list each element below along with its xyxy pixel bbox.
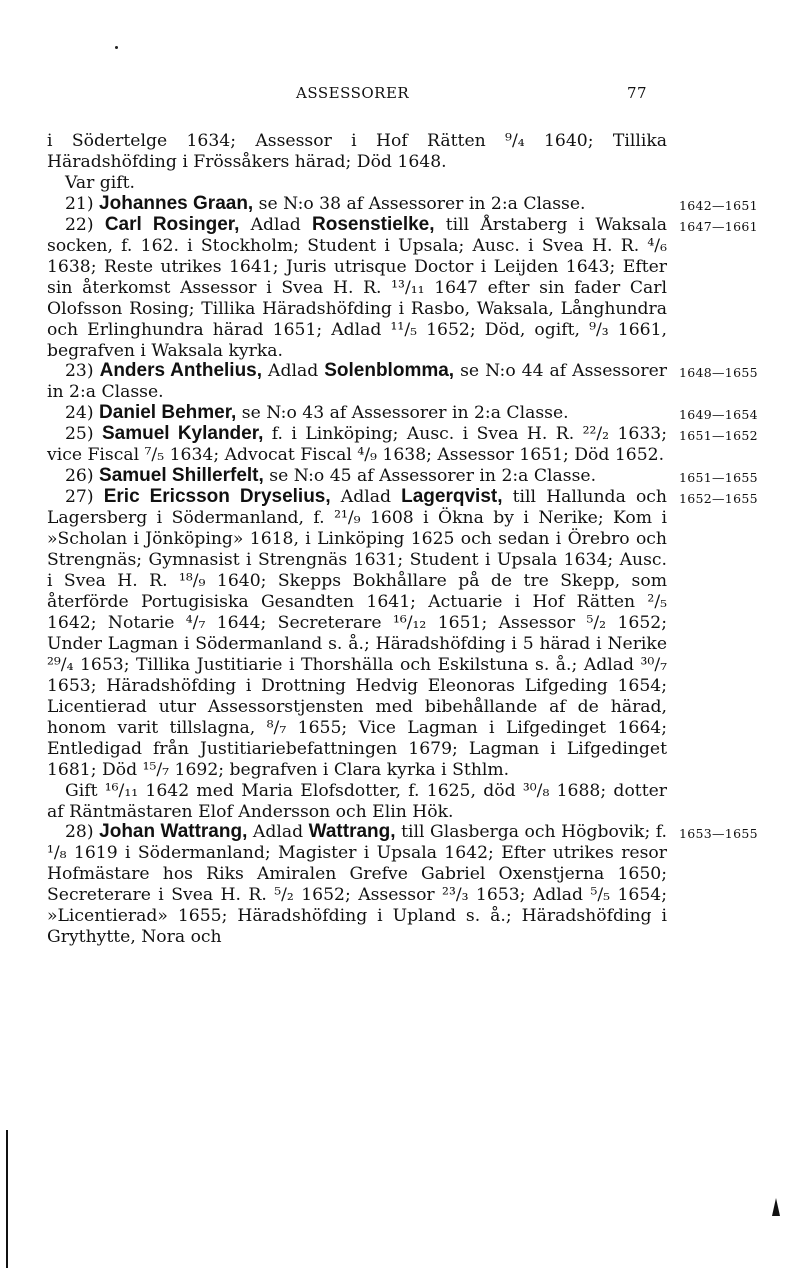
text-run: se N:o 43 af Assessorer in 2:a Classe. <box>236 403 569 424</box>
person-name: Johan Wattrang, <box>99 821 248 843</box>
page-number: 77 <box>627 84 648 102</box>
entry-number: 24) <box>65 403 100 424</box>
entry-married-note <box>47 173 667 194</box>
text-run: se N:o 44 af Assessorer in 2:a Classe. <box>47 361 667 403</box>
text-run: se N:o 45 af Assessorer in 2:a Classe. <box>263 466 597 487</box>
person-name: Samuel Kylander, <box>102 423 264 445</box>
page-title: ASSESSORER <box>296 84 410 102</box>
text-run: till Glasberga och Högbovik; f. ¹/₈ 1619 i Södermanland; Magister i Upsala 1642; Efter utrikes resor Hofmästare hos Riks Amiralen Grefve Gabriel Oxenstjerna 1650; Secreterare i Svea H. R. ⁵/₂ 1652; Assessor ²³/₃ 1653; Adlad ⁵/₅ 1654; »Licentierad» 1655; Häradshöfding i Upland s. å.; Häradshöfding i Grythytte, Nora och <box>47 822 667 948</box>
noble-name: Wattrang, <box>308 821 396 843</box>
noble-name: Lagerqvist, <box>401 486 503 508</box>
margin-years-21: 1642—1651 <box>679 198 758 213</box>
margin-years-24: 1649—1654 <box>679 407 758 422</box>
text-run: Adlad <box>262 361 325 382</box>
text-run: Var gift. <box>65 172 135 193</box>
person-name: Daniel Behmer, <box>99 402 237 424</box>
text-run: se N:o 38 af Assessorer in 2:a Classe. <box>253 193 586 214</box>
entry-22 <box>47 215 667 362</box>
margin-years-28: 1653—1655 <box>679 826 758 841</box>
noble-name: Rosenstielke, <box>312 213 435 235</box>
person-name: Anders Anthelius, <box>99 360 263 382</box>
text-run: Adlad <box>239 214 313 235</box>
text-run: Adlad <box>247 822 309 843</box>
text-run: f. i Linköping; Ausc. i Svea H. R. ²²/₂ 1633; vice Fiscal ⁷/₅ 1634; Advocat Fiscal ⁴/₉ 1638; Assessor 1651; Död 1652. <box>47 424 667 466</box>
noble-name: Solenblomma, <box>324 360 455 382</box>
person-name: Johannes Graan, <box>99 192 254 214</box>
entry-27 <box>47 487 667 780</box>
entry-number: 26) <box>65 466 100 487</box>
entry-number: 25) <box>65 424 102 445</box>
person-name: Eric Ericsson Dryselius, <box>103 486 331 508</box>
margin-years-27: 1652—1655 <box>679 491 758 506</box>
scan-edge-line <box>6 1130 8 1268</box>
entry-number: 22) <box>65 214 105 235</box>
margin-years-23: 1648—1655 <box>679 365 758 380</box>
entry-number: 23) <box>65 361 100 382</box>
entry-number: 27) <box>65 487 104 508</box>
entry-21 <box>47 194 667 215</box>
entry-continuation <box>47 131 667 173</box>
signature-mark-icon <box>772 1198 780 1216</box>
margin-years-25: 1651—1652 <box>679 428 758 443</box>
entry-24 <box>47 403 667 424</box>
text-run: till Hallunda och Lagersberg i Södermanland, f. ²¹/₉ 1608 i Ökna by i Nerike; Kom i »Scholan i Jönköping» 1618, i Linköping 1625 och sedan i Örebro och Strengnäs; Gymnasist i Strengnäs 1631; Student i Upsala 1634; Ausc. i Svea H. R. ¹⁸/₉ 1640; Skepps Bokhållare på de tre Skepp, som återförde Portugisiska Gesandten 1641; Actuarie i Hof Rätten ²/₅ 1642; Notarie ⁴/₇ 1644; Secreterare ¹⁶/₁₂ 1651; Assessor ⁵/₂ 1652; Under Lagman i Södermanland s. å.; Häradshöfding i 5 härad i Nerike ²⁹/₄ 1653; Tillika Justitiarie i Thorshälla och Eskilstuna s. å.; Adlad ³⁰/₇ 1653; Häradshöfding i Drottning Hedvig Eleonoras Lifgeding 1654; Licentierad utur Assessorstjensten med bibehållande af de härad, honom varit tillslagna, ⁸/₇ 1655; Vice Lagman i Lifgedinget 1664; Entledigad från Justitiariebefattningen 1679; Lagman i Lifgedinget 1681; Död ¹⁵/₇ 1692; begrafven i Clara kyrka i Sthlm. <box>47 487 668 780</box>
text-run: i Södertelge 1634; Assessor i Hof Rätten ⁹/₄ 1640; Tillika Häradshöfding i Frössåkers härad; Död 1648. <box>47 131 667 172</box>
entry-25 <box>47 424 667 466</box>
text-run: Adlad <box>330 487 402 508</box>
entry-number: 21) <box>65 193 100 214</box>
ink-speck <box>115 46 118 49</box>
person-name: Samuel Shillerfelt, <box>99 465 264 487</box>
margin-years-22: 1647—1661 <box>679 219 758 234</box>
margin-years-26: 1651—1655 <box>679 470 758 485</box>
entry-27-marriage <box>47 781 667 823</box>
person-name: Carl Rosinger, <box>104 213 240 235</box>
text-run: till Årstaberg i Waksala socken, f. 162. i Stockholm; Student i Upsala; Ausc. i Svea H. R. ⁴/₆ 1638; Reste utrikes 1641; Juris utrisque Doctor i Leijden 1643; Efter sin återkomst Assessor i Svea H. R. ¹³/₁₁ 1647 efter sin fader Carl Olofsson Rosing; Tillika Häradshöfding i Rasbo, Waksala, Långhundra och Erlinghundra härad 1651; Adlad ¹¹/₅ 1652; Död, ogift, ⁹/₃ 1661, begrafven i Waksala kyrka. <box>47 214 667 361</box>
entry-28 <box>47 822 667 948</box>
entry-number: 28) <box>65 822 100 843</box>
text-run: Gift ¹⁶/₁₁ 1642 med Maria Elofsdotter, f. 1625, död ³⁰/₈ 1688; dotter af Räntmästaren Elof Andersson och Elin Hök. <box>47 780 667 822</box>
entry-26 <box>47 466 667 487</box>
body-text <box>47 131 667 948</box>
entry-23 <box>47 361 667 403</box>
running-header <box>0 84 808 106</box>
